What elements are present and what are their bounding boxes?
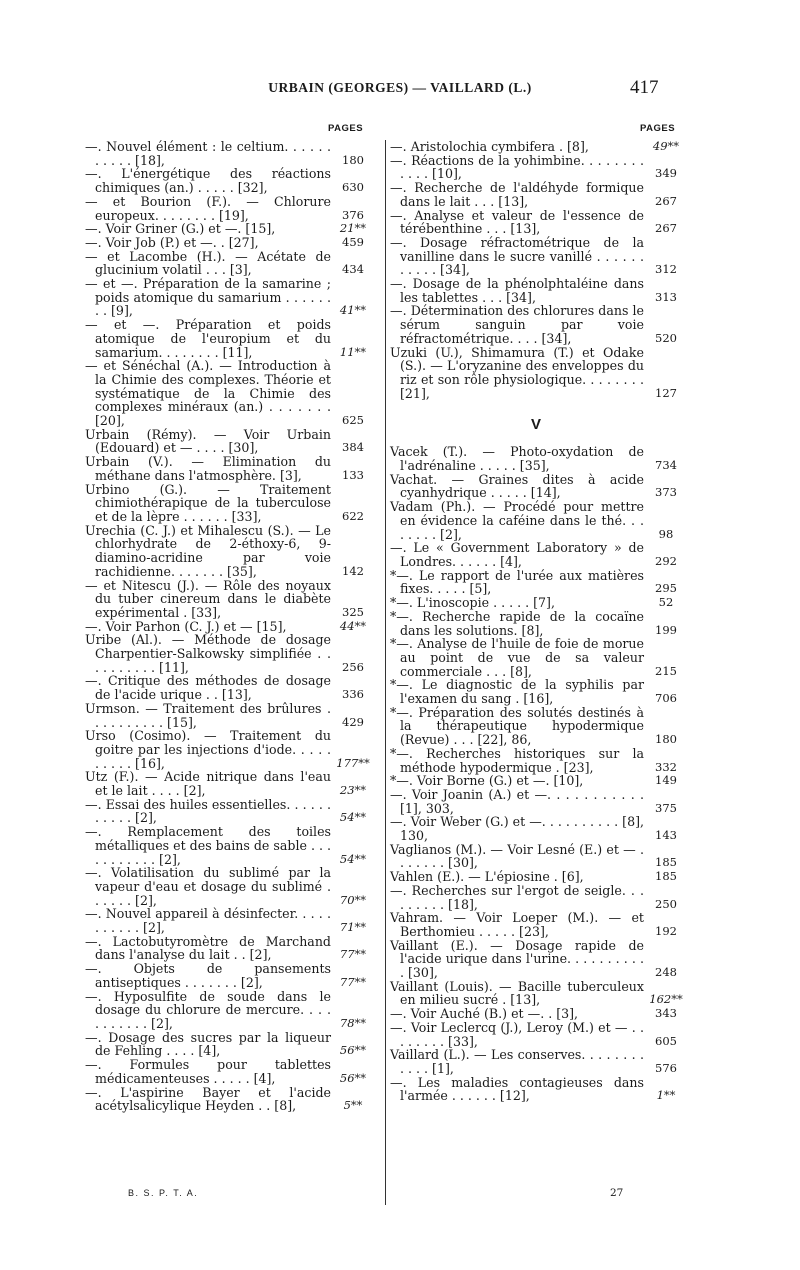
entry-page: 77** xyxy=(339,974,367,989)
footer-right: 27 xyxy=(610,1187,624,1199)
index-entry xyxy=(386,1021,686,1048)
header-title: URBAIN (GEORGES) — VAILLARD (L.) xyxy=(268,80,532,95)
entry-page: 56** xyxy=(339,1070,367,1085)
entry-page: 734 xyxy=(655,458,677,473)
index-entry xyxy=(386,569,686,596)
entry-text: —. L'énergétique des réactions chimiques (an.) . . . . . [32], xyxy=(85,166,331,196)
entry-page: 375 xyxy=(655,800,677,815)
entry-page: 1** xyxy=(656,1088,676,1103)
index-entry xyxy=(386,939,686,980)
entry-page: 199 xyxy=(655,622,677,637)
entry-page: 11** xyxy=(339,344,367,359)
entry-page: 384 xyxy=(342,440,364,455)
entry-page: 376 xyxy=(342,207,364,222)
entry-page: 143 xyxy=(655,828,677,843)
entry-page: 177** xyxy=(336,755,370,770)
index-entry xyxy=(85,195,385,222)
entry-text: *—. Recherche rapide de la cocaïne dans les solutions. [8], xyxy=(390,608,644,638)
entry-page: 267 xyxy=(655,193,677,208)
index-entry xyxy=(85,428,385,455)
index-entry xyxy=(386,154,686,181)
entry-page: 248 xyxy=(655,965,677,980)
entry-page: 162** xyxy=(649,992,683,1007)
index-entry xyxy=(386,277,686,304)
entry-text: —. Nouvel appareil à désinfecter. . . . . . . . . . . [2], xyxy=(85,906,331,936)
entry-text: —. Les maladies contagieuses dans l'armée . . . . . . [12], xyxy=(390,1074,644,1104)
entry-page: 149 xyxy=(655,773,677,788)
entry-text: Vahlen (E.). — L'épiosine . [6], xyxy=(390,869,584,885)
entry-text: —. Voir Parhon (C. J.) et — [15], xyxy=(85,618,287,634)
index-entry xyxy=(85,277,385,318)
index-entry xyxy=(85,825,385,866)
index-entry xyxy=(386,596,686,610)
entry-page: 343 xyxy=(655,1006,677,1021)
index-entry xyxy=(386,473,686,500)
page-number: 417 xyxy=(630,77,659,98)
entry-page: 576 xyxy=(655,1061,677,1075)
entry-text: —. Dosage des sucres par la liqueur de Fehling . . . . [4], xyxy=(85,1029,331,1059)
index-entry xyxy=(386,637,686,678)
entry-text: —. Le « Government Laboratory » de Londres. . . . . . [4], xyxy=(390,540,644,569)
index-entry xyxy=(386,346,686,401)
entry-page: 44** xyxy=(339,618,367,633)
entry-text: —. Voir Weber (G.) et —. . . . . . . . . . [8], 130, xyxy=(390,814,644,844)
entry-page: 192 xyxy=(655,923,677,938)
index-entry xyxy=(386,181,686,208)
index-entry xyxy=(386,140,686,154)
entry-page: 325 xyxy=(342,604,364,619)
index-entry xyxy=(386,1048,686,1075)
index-entry xyxy=(386,788,686,815)
index-entry xyxy=(85,798,385,825)
index-entry xyxy=(85,318,385,359)
entry-text: —. Réactions de la yohimbine. . . . . . . . . . . . [10], xyxy=(390,152,644,182)
entry-text: —. L'aspirine Bayer et l'acide acétylsalicylique Heyden . . [8], xyxy=(85,1084,331,1114)
entry-text: — et Bourion (F.). — Chlorure europeux. . . . . . . . [19], xyxy=(85,193,331,223)
entry-page: 373 xyxy=(655,485,677,500)
index-entry xyxy=(85,140,385,167)
entry-page: 142 xyxy=(342,563,364,578)
entry-text: —. Critique des méthodes de dosage de l'acide urique . . [13], xyxy=(85,673,331,703)
index-entry xyxy=(386,1007,686,1021)
entry-text: —. Dosage de la phénolphtaléine dans les tablettes . . . [34], xyxy=(390,276,644,305)
entry-page: 52 xyxy=(658,595,674,610)
entry-text: *—. L'inoscopie . . . . . [7], xyxy=(390,595,555,611)
right-column xyxy=(385,140,686,1205)
left-column xyxy=(85,140,385,1113)
entry-text: Urbino (G.). — Traitement chimiothérapique de la tuberculose et de la lèpre . . . . . . [33], xyxy=(85,481,331,524)
entry-page: 54** xyxy=(339,810,367,825)
entry-text: *—. Préparation des solutés destinés à la thérapeutique hypodermique (Revue) . . . [22], 86, xyxy=(390,704,644,748)
entry-page: 41** xyxy=(339,303,367,318)
index-entry xyxy=(386,678,686,705)
entry-page: 23** xyxy=(339,783,367,798)
entry-text: —. Voir Job (P.) et —. . [27], xyxy=(85,234,259,250)
entry-page: 630 xyxy=(342,180,364,195)
entry-text: Utz (F.). — Acide nitrique dans l'eau et le lait . . . . [2], xyxy=(85,769,331,799)
pages-label-right: PAGES xyxy=(640,123,676,134)
index-entry xyxy=(386,610,686,637)
entry-text: Vadam (Ph.). — Procédé pour mettre en évidence la caféine dans le thé. . . . . . . . [2], xyxy=(390,499,644,542)
entry-text: —. Hyposulfite de soude dans le dosage du chlorure de mercure. . . . . . . . . . . [2], xyxy=(85,988,331,1031)
index-entry xyxy=(85,866,385,907)
index-entry xyxy=(85,729,385,770)
index-entry xyxy=(386,445,686,472)
entry-text: —. Recherches sur l'ergot de seigle. . . . . . . . . [18], xyxy=(390,882,644,912)
entry-text: — et Sénéchal (A.). — Introduction à la Chimie des complexes. Théorie et systématique de la Chimie des complexes minéraux (an.) . . . . . . . [20], xyxy=(85,358,331,429)
entry-text: *—. Recherches historiques sur la méthode hypodermique . [23], xyxy=(390,745,644,775)
running-header xyxy=(0,77,800,104)
entry-page: 5** xyxy=(343,1098,363,1113)
index-entry xyxy=(85,990,385,1031)
entry-page: 349 xyxy=(655,166,677,181)
entry-text: —. Essai des huiles essentielles. . . . . . . . . . . [2], xyxy=(85,796,331,826)
entry-text: Urbain (V.). — Elimination du méthane dans l'atmosphère. [3], xyxy=(85,454,331,483)
entry-text: Urso (Cosimo). — Traitement du goitre par les injections d'iode. . . . . . . . . . [16], xyxy=(85,728,331,771)
entry-page: 520 xyxy=(655,330,677,345)
index-entry xyxy=(386,911,686,938)
entry-page: 336 xyxy=(342,687,364,702)
index-entry xyxy=(85,702,385,729)
entry-page: 180 xyxy=(342,152,364,167)
index-entry xyxy=(85,167,385,194)
entry-text: —. Aristolochia cymbifera . [8], xyxy=(390,139,589,154)
entry-page: 267 xyxy=(655,221,677,236)
entry-page: 56** xyxy=(339,1043,367,1058)
entry-page: 332 xyxy=(655,759,677,774)
entry-page: 313 xyxy=(655,289,677,304)
index-entry xyxy=(386,843,686,870)
entry-text: — et Nitescu (J.). — Rôle des noyaux du tuber cinereum dans le diabète expérimental . [33], xyxy=(85,577,331,620)
entry-page: 622 xyxy=(342,508,364,523)
index-entry xyxy=(85,633,385,674)
entry-text: Vaillard (L.). — Les conserves. . . . . . . . . . . . [1], xyxy=(390,1047,644,1076)
entry-text: Vachat. — Graines dites à acide cyanhydrique . . . . . [14], xyxy=(390,471,644,501)
entry-text: — et —. Préparation de la samarine ; poids atomique du samarium . . . . . . . . [9], xyxy=(85,276,331,319)
entry-page: 180 xyxy=(655,732,677,747)
index-entry xyxy=(85,1031,385,1058)
index-entry xyxy=(85,222,385,236)
entry-text: Vaillant (E.). — Dosage rapide de l'acide urique dans l'urine. . . . . . . . . . . [30], xyxy=(390,937,644,981)
index-entry xyxy=(85,483,385,524)
pages-label-left: PAGES xyxy=(328,123,364,134)
entry-text: —. Voir Griner (G.) et —. [15], xyxy=(85,221,276,237)
entry-page: 185 xyxy=(655,869,677,884)
entry-text: Urmson. — Traitement des brûlures . . . . . . . . . . [15], xyxy=(85,700,331,730)
entry-page: 250 xyxy=(655,896,677,911)
entry-page: 98 xyxy=(658,526,674,541)
entry-page: 605 xyxy=(655,1033,677,1048)
entry-text: —. Détermination des chlorures dans le sérum sanguin par voie réfractométrique. . . . [34], xyxy=(390,303,644,346)
entry-text: *—. Voir Borne (G.) et —. [10], xyxy=(390,773,584,789)
section-heading-v: V xyxy=(530,416,541,434)
entry-page: 459 xyxy=(342,234,364,249)
entry-text: —. Objets de pansements antiseptiques . . . . . . . [2], xyxy=(85,961,331,990)
entry-page: 625 xyxy=(342,413,364,428)
entry-page: 127 xyxy=(655,385,677,400)
entry-page: 133 xyxy=(342,467,364,482)
entry-page: 292 xyxy=(655,553,677,568)
entry-page: 706 xyxy=(655,691,677,706)
entry-text: — et —. Préparation et poids atomique de l'europium et du samarium. . . . . . . . [11], xyxy=(85,317,331,360)
entry-page: 215 xyxy=(655,663,677,678)
index-entry xyxy=(85,250,385,277)
index-entry xyxy=(386,236,686,277)
index-entry xyxy=(386,774,686,788)
entry-text: —. Remplacement des toiles métalliques et des bains de sable . . . . . . . . . . . [2], xyxy=(85,824,331,867)
index-entry xyxy=(386,1076,686,1103)
entry-page: 312 xyxy=(655,262,677,277)
index-entry xyxy=(386,706,686,747)
entry-text: — et Lacombe (H.). — Acétate de glucinium volatil . . . [3], xyxy=(85,248,331,278)
entry-page: 49** xyxy=(652,139,680,153)
entry-text: —. Dosage réfractométrique de la vanilline dans le sucre vanillé . . . . . . . . . . . [34], xyxy=(390,234,644,278)
entry-text: —. Voir Leclercq (J.), Leroy (M.) et — . . . . . . . . [33], xyxy=(390,1019,644,1049)
entry-text: —. Formules pour tablettes médicamenteuses . . . . . [4], xyxy=(85,1057,331,1086)
index-entry xyxy=(85,236,385,250)
index-entry xyxy=(85,935,385,962)
index-entry xyxy=(386,500,686,541)
entry-text: —. Voir Auché (B.) et —. . [3], xyxy=(390,1006,579,1022)
index-entry xyxy=(85,359,385,428)
entry-text: Uzuki (U.), Shimamura (T.) et Odake (S.). — L'oryzanine des enveloppes du riz et son rôle physiologique. . . . . . . . [21], xyxy=(390,344,644,401)
entry-text: *—. Le rapport de l'urée aux matières fixes. . . . . [5], xyxy=(390,567,644,597)
entry-page: 434 xyxy=(342,262,364,277)
index-entry xyxy=(85,962,385,989)
entry-text: Vaglianos (M.). — Voir Lesné (E.) et — . . . . . . . [30], xyxy=(390,841,644,871)
right-column-top-entries xyxy=(386,140,686,400)
entry-text: Vacek (T.). — Photo-oxydation de l'adrénaline . . . . . [35], xyxy=(390,444,644,474)
entry-page: 77** xyxy=(339,947,367,962)
entry-text: —. Analyse et valeur de l'essence de térébenthine . . . [13], xyxy=(390,207,644,237)
entry-text: *—. Analyse de l'huile de foie de morue au point de vue de sa valeur commerciale . . . [8], xyxy=(390,636,644,679)
entry-text: —. Lactobutyromètre de Marchand dans l'analyse du lait . . [2], xyxy=(85,933,331,963)
index-entry xyxy=(85,907,385,934)
index-entry xyxy=(85,579,385,620)
entry-text: —. Nouvel élément : le celtium. . . . . . . . . . . [18], xyxy=(85,139,331,168)
index-entry xyxy=(85,770,385,797)
index-entry xyxy=(386,815,686,842)
index-entry xyxy=(386,747,686,774)
entry-page: 78** xyxy=(339,1016,367,1030)
entry-text: Urechia (C. J.) et Mihalescu (S.). — Le chlorhydrate de 2-éthoxy-6, 9-diamino-acridine par voie rachidienne. . . . . . . [35], xyxy=(85,522,331,579)
index-entry xyxy=(386,884,686,911)
entry-text: Urbain (Rémy). — Voir Urbain (Edouard) et — . . . . [30], xyxy=(85,426,331,456)
index-entry xyxy=(386,209,686,236)
right-column-v-entries xyxy=(386,445,686,1103)
entry-page: 71** xyxy=(339,920,367,935)
entry-text: Vaillant (Louis). — Bacille tuberculeux en milieu sucré . [13], xyxy=(390,978,644,1008)
entry-text: Uribe (Al.). — Méthode de dosage Charpentier-Salkowsky simplifiée . . . . . . . . . . [11], xyxy=(85,632,331,675)
entry-page: 54** xyxy=(339,851,367,866)
index-entry xyxy=(386,870,686,884)
entry-page: 429 xyxy=(342,714,364,729)
entry-page: 295 xyxy=(655,581,677,596)
entry-text: —. Volatilisation du sublimé par la vapeur d'eau et dosage du sublimé . . . . . . [2], xyxy=(85,865,331,908)
entry-text: —. Recherche de l'aldéhyde formique dans le lait . . . [13], xyxy=(390,180,644,209)
entry-page: 21** xyxy=(339,221,367,236)
index-entry xyxy=(386,980,686,1007)
index-entry xyxy=(386,304,686,345)
index-entry xyxy=(85,455,385,482)
index-entry xyxy=(85,1086,385,1113)
entry-page: 185 xyxy=(655,855,677,870)
entry-text: Vahram. — Voir Loeper (M.). — et Berthomieu . . . . . [23], xyxy=(390,910,644,939)
entry-page: 256 xyxy=(342,659,364,674)
entry-page: 70** xyxy=(339,892,367,907)
index-entry xyxy=(85,524,385,579)
entry-text: —. Voir Joanin (A.) et —. . . . . . . . . . . [1], 303, xyxy=(390,786,644,816)
index-entry xyxy=(85,620,385,634)
footer-left: B. S. P. T. A. xyxy=(128,1188,199,1198)
entry-text: *—. Le diagnostic de la syphilis par l'examen du sang . [16], xyxy=(390,677,644,707)
index-entry xyxy=(386,541,686,568)
index-entry xyxy=(85,674,385,701)
index-entry xyxy=(85,1058,385,1085)
